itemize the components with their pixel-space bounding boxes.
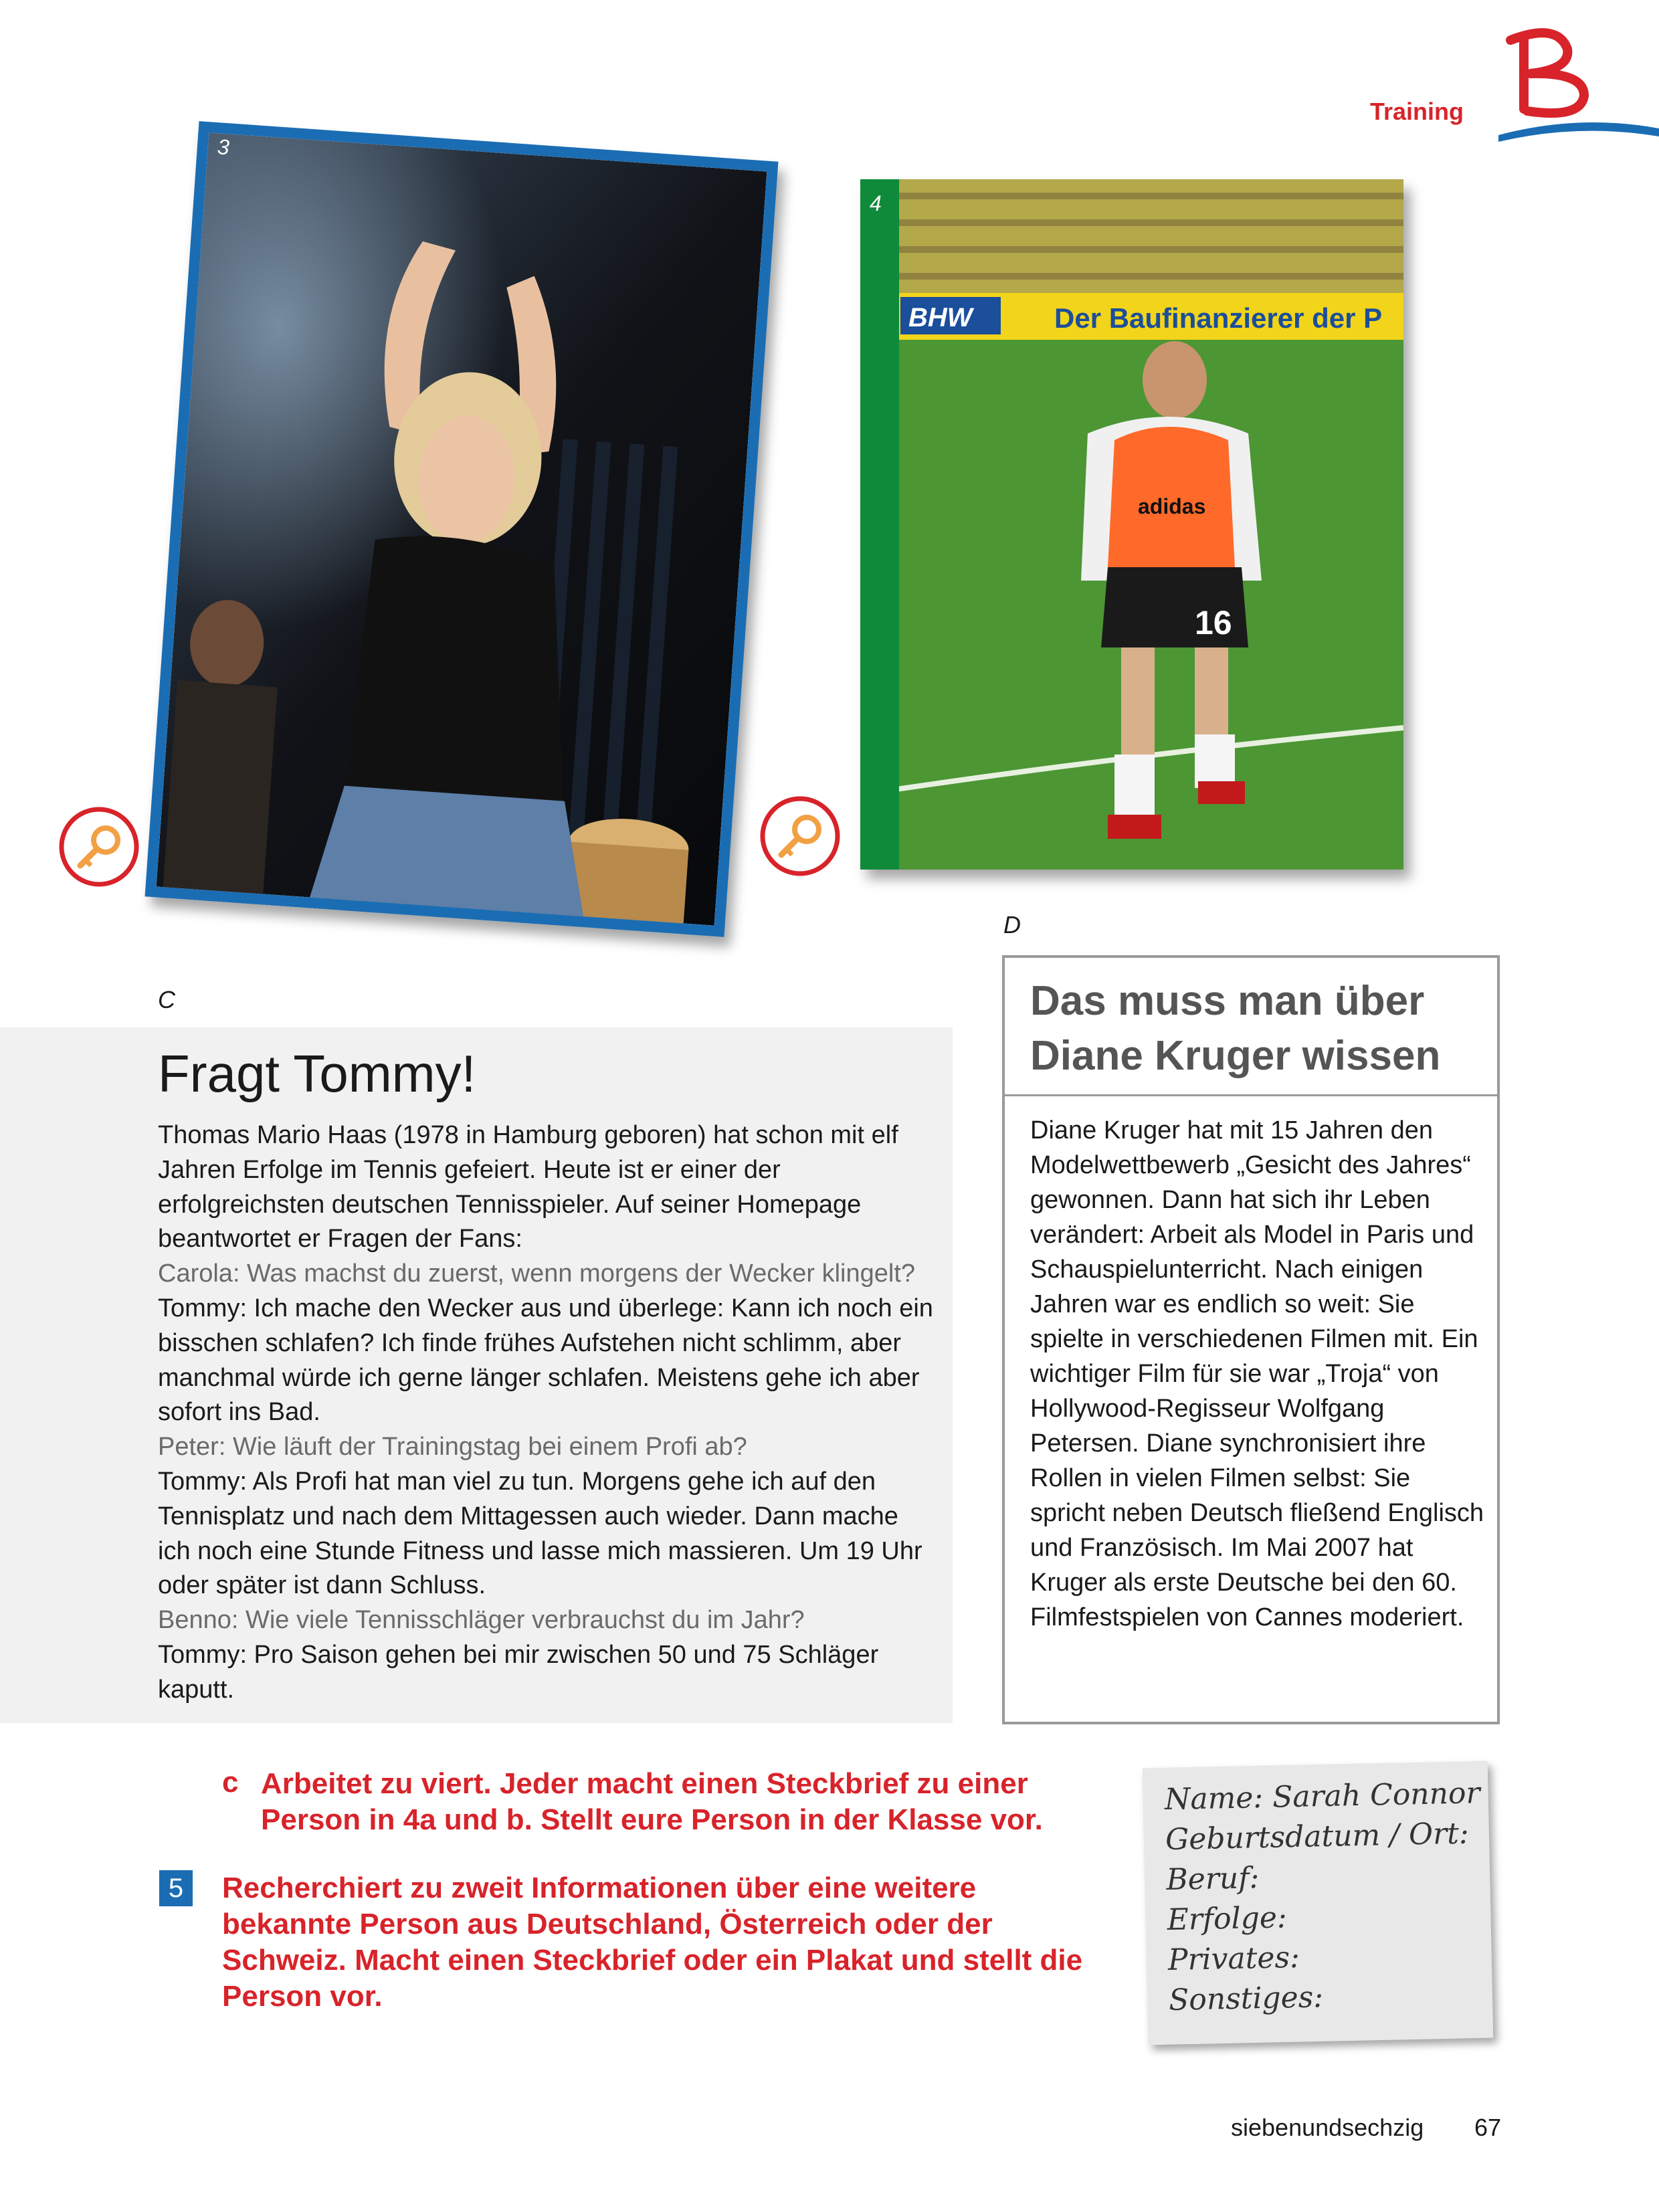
fan-question: Benno: Wie viele Tennisschläger verbrauchst du im Jahr? (158, 1606, 805, 1635)
steckbrief-birth: Geburtsdatum / Ort: (1165, 1816, 1470, 1857)
photo-4-strip (860, 179, 899, 870)
shirt-number: 16 (1195, 604, 1232, 641)
section-d-title (1030, 974, 1485, 1084)
shirt-brand: adidas (1138, 494, 1206, 518)
photo-number: 4 (870, 191, 882, 215)
page-number-word: siebenundsechzig (1231, 2114, 1424, 2141)
page-number: 67 (1474, 2114, 1502, 2141)
tommy-answer: Tommy: Pro Saison gehen bei mir zwischen 50 und 75 Schläger kaputt. (158, 1640, 879, 1704)
banner-text: Der Baufinanzierer der P (1054, 302, 1383, 334)
unit-letter-b-icon (1504, 25, 1597, 126)
banner-logo-text: BHW (908, 303, 973, 332)
fan-question: Peter: Wie läuft der Trainingstag bei einem Profi ab? (158, 1433, 747, 1462)
task-5-number: 5 (159, 1870, 193, 1906)
concert-photo (157, 132, 767, 926)
steckbrief-private: Privates: (1167, 1940, 1300, 1978)
magnifier-key-icon[interactable] (59, 807, 139, 887)
tommy-answer: Tommy: Als Profi hat man viel zu tun. Morgens gehe ich auf den Tennisplatz und nach dem Mittagessen auch wieder. Dann mache ich noch eine Stunde Fitness und lasse mich massieren. Um 19 Uhr oder später ist dann Schluss. (158, 1467, 922, 1600)
photo-3 (145, 121, 779, 937)
steckbrief-other: Sonstiges: (1168, 1980, 1324, 2017)
task-c-text: Arbeitet zu viert. Jeder macht einen Steckbrief zu einer Person in 4a und b. Stellt eure Person in der Klasse vor. (261, 1767, 1043, 1836)
steckbrief-lines (1164, 1773, 1490, 2021)
fan-question: Carola: Was machst du zuerst, wenn morgens der Wecker klingelt? (158, 1260, 916, 1288)
section-c-label: C (158, 986, 175, 1013)
steckbrief-job: Beruf: (1165, 1861, 1260, 1898)
task-5-text: Recherchiert zu zweit Informationen über eine weitere bekannte Person aus Deutschland, Österreich oder der Schweiz. Macht einen Steckbrief oder ein Plakat und stellt die Person vor. (222, 1872, 1083, 2013)
magnifier-key-icon[interactable] (760, 796, 840, 876)
intro-paragraph: Thomas Mario Haas (1978 in Hamburg geboren) hat schon mit elf Jahren Erfolge im Tennis gefeiert. Heute ist er einer der erfolgreichsten deutschen Tennisspieler. Auf seiner Homepage beantwortet er Fragen der Fans: (158, 1121, 898, 1253)
section-d-divider (1005, 1094, 1497, 1096)
steckbrief-success: Erfolge: (1167, 1900, 1288, 1938)
section-d-title-line-1: Das muss man über (1030, 978, 1425, 1024)
tommy-answer: Tommy: Ich mache den Wecker aus und überlege: Kann ich noch ein bisschen schlafen? Ich finde frühes Aufstehen nicht schlimm, aber manchmal würde ich gerne länger schlafen. Meistens gehe ich aber sofort ins Bad. (158, 1294, 933, 1427)
photo-number: 3 (216, 134, 231, 160)
header-swoosh (1498, 114, 1659, 147)
section-c-text (158, 1118, 934, 1708)
photo-4 (860, 179, 1403, 870)
task-c-letter: c (222, 1766, 239, 1799)
section-label: Training (1370, 98, 1464, 125)
section-d-label: D (1003, 911, 1021, 938)
section-d-text: Diane Kruger hat mit 15 Jahren den Modelwettbewerb „Gesicht des Jahres“ gewonnen. Dann hat sich ihr Leben verändert: Arbeit als Model in Paris und Schauspielunterricht. Nach einigen Jahren war es endlich so weit: Sie spielte in verschiedenen Filmen mit. Ein wichtiger Film für sie war „Troja“ von Hollywood-Regisseur Wolfgang Petersen. Diane synchronisiert ihre Rollen in vielen Filmen selbst: Sie spricht neben Deutsch fließend Englisch und Französisch. Im Mai 2007 hat Kruger als erste Deutsche bei den 60. Filmfestspielen von Cannes moderiert. (1030, 1116, 1484, 1631)
section-d-title-line-2: Diane Kruger wissen (1030, 1033, 1441, 1079)
steckbrief-name: Name: Sarah Connor (1164, 1776, 1480, 1817)
football-photo (860, 179, 1403, 870)
section-c-title: Fragt Tommy! (158, 1044, 476, 1103)
